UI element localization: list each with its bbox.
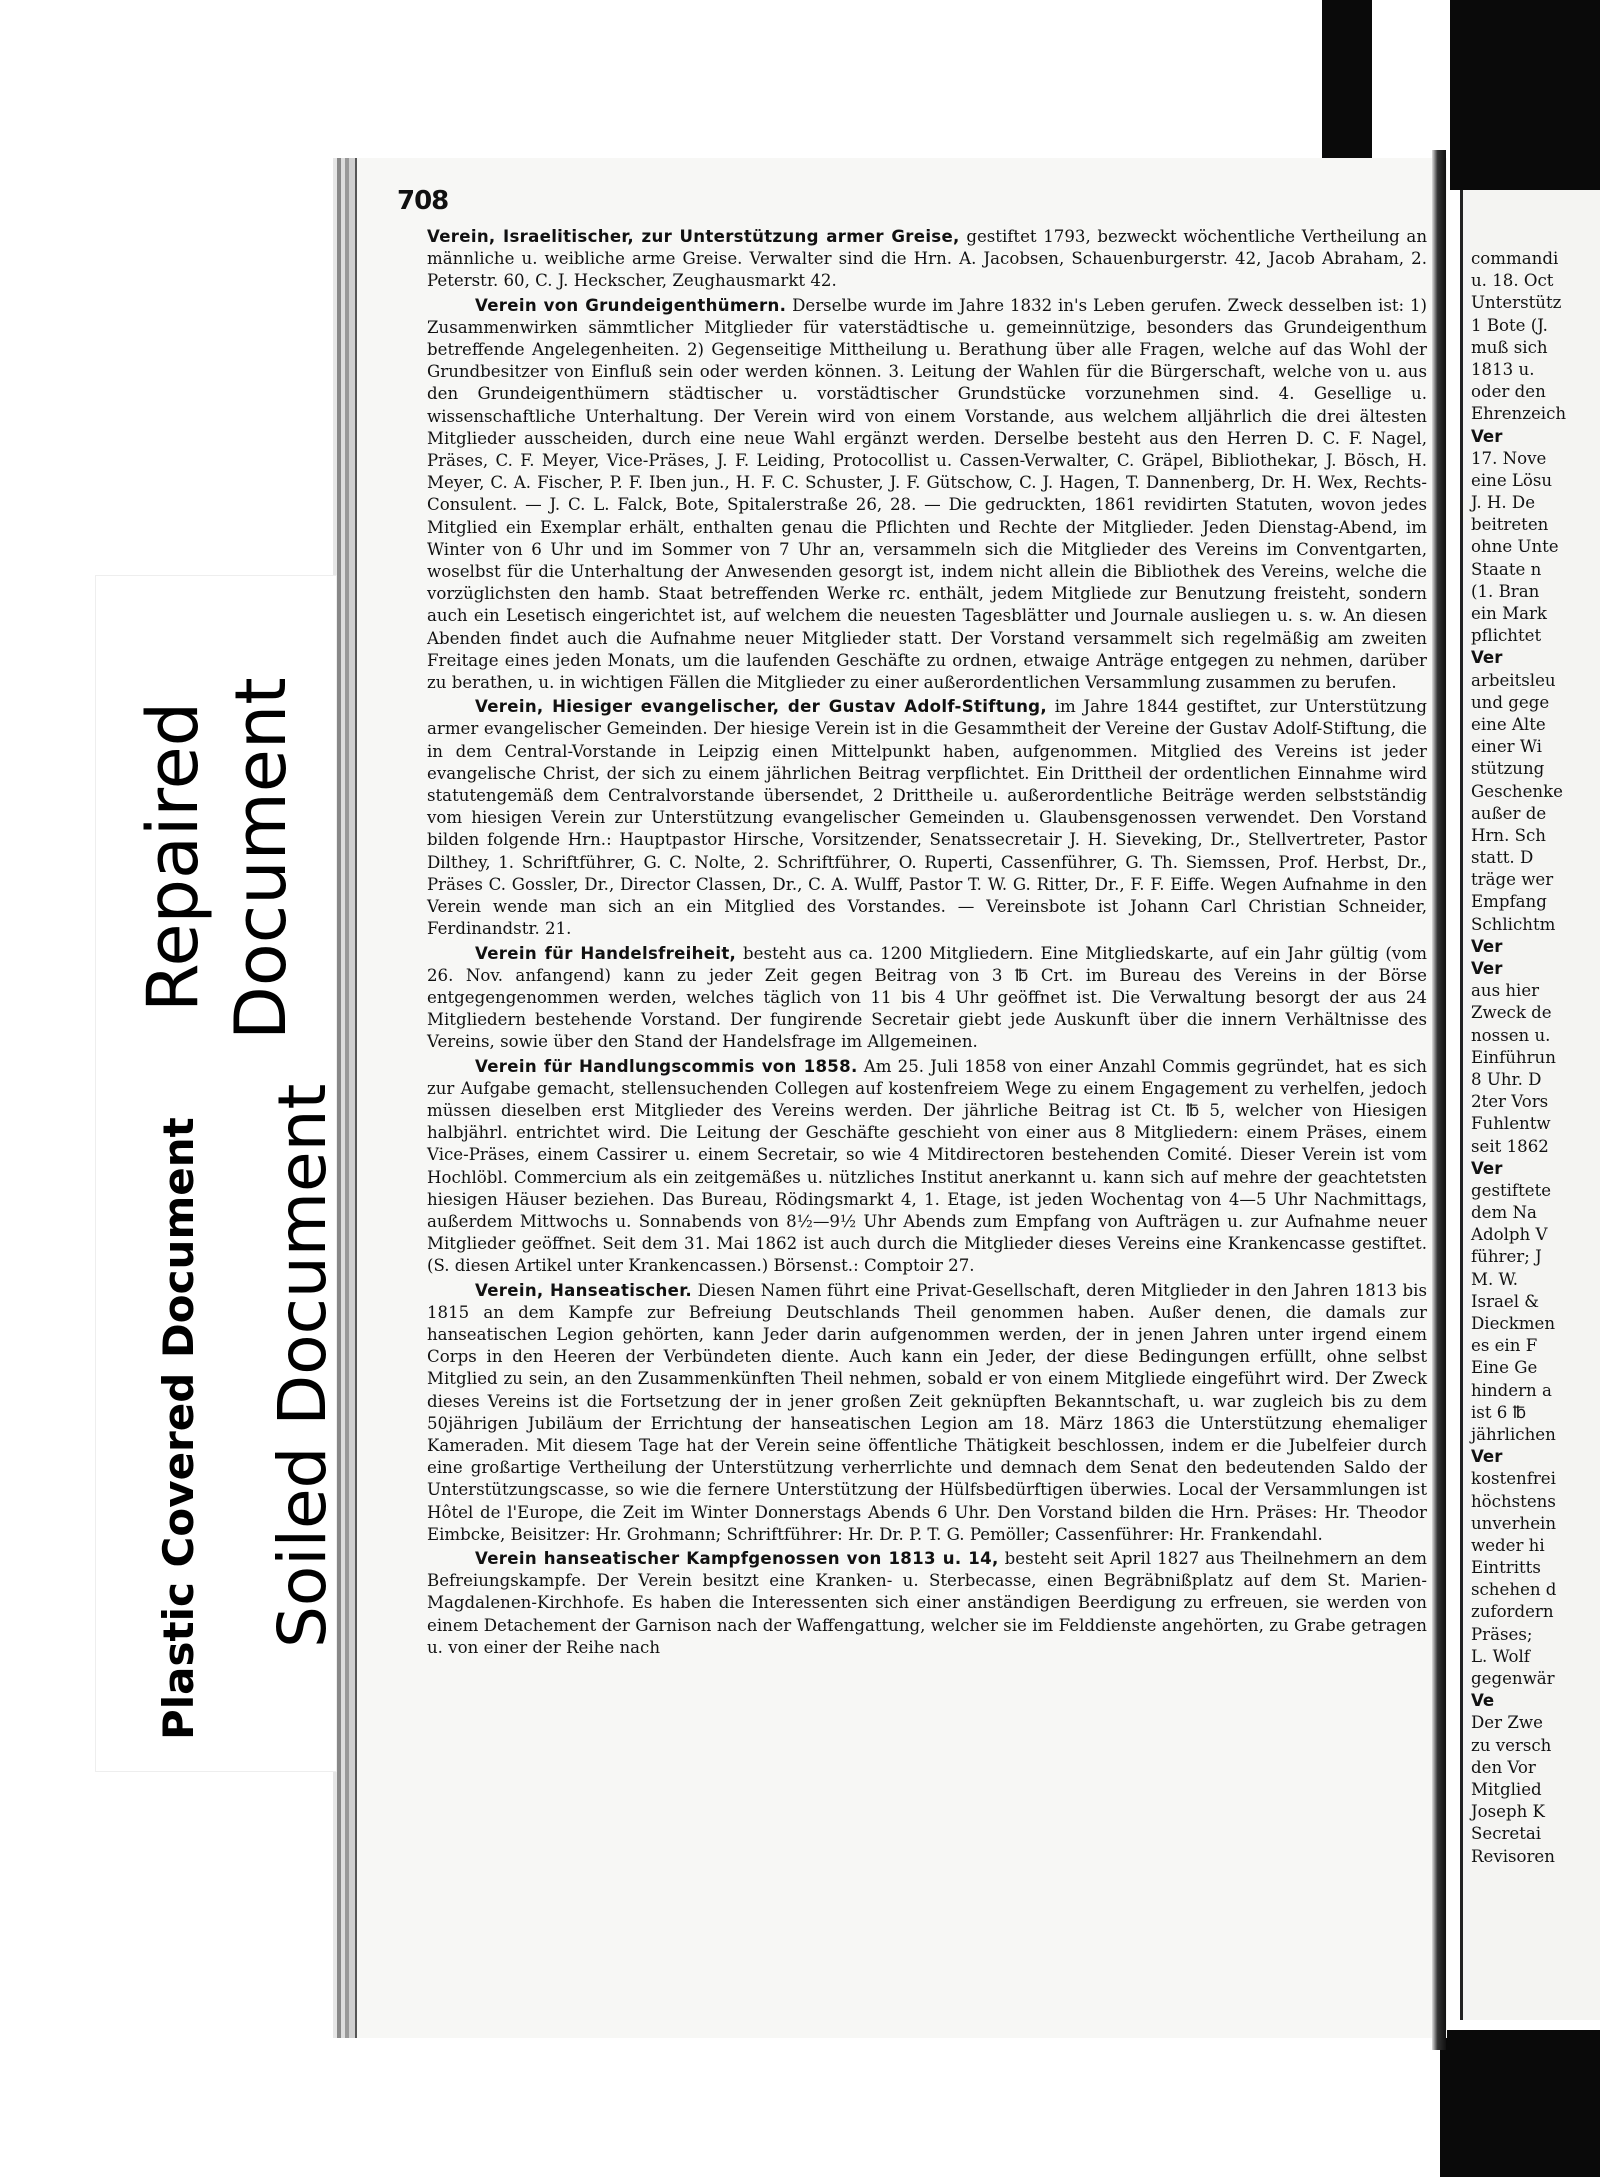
facing-page-line: Revisoren: [1471, 1846, 1555, 1866]
scanner-background-strip: [1322, 0, 1372, 158]
facing-page-line: ohne Unte: [1471, 537, 1559, 557]
facing-page-line: Ver: [1471, 648, 1503, 668]
facing-page: [1460, 190, 1600, 2020]
entry-text: Derselbe wurde im Jahre 1832 in's Leben gerufen. Zweck desselben ist: 1) Zusammenwirken sämmtlicher Mitglieder für vaterstädtische u. gemeinnützige, besonders das Grundeigenthum betreffende Angelegenheiten. 2) Gegenseitige Mittheilung u. Berathung über alle Fragen, welche auf das Wohl der Grundbesitzer von Einfluß sein oder werden können. 3. Leitung der Wahlen für die Bürgerschaft, welche von u. aus den Grundeigenthümern städtischer u. vorstädtischer Grundstücke vorzunehmen sind. 4. Gesellige u. wissenschaftliche Unterhaltung. Der Verein wird von einem Vorstande, aus welchem alljährlich die drei ältesten Mitglieder ausscheiden, durch eine neue Wahl ergänzt werden. Derselbe besteht aus den Herren D. C. F. Nagel, Präses, C. F. Meyer, Vice-Präses, J. F. Leiding, Protocollist u. Cassen-Verwalter, C. Gräpel, Bibliothekar, J. Bösch, H. Meyer, C. A. Fischer, P. F. Iben jun., H. F. C. Schuster, J. F. Gütschow, C. J. Hagen, T. Dannenberg, Dr. H. Wex, Rechts-Consulent. — J. C. L. Falck, Bote, Spitalerstraße 26, 28. — Die gedruckten, 1861 revidirten Statuten, wovon jedes Mitglied ein Exemplar erhält, enthalten genau die Pflichten und Rechte der Mitglieder. Jeden Dienstag-Abend, im Winter von 6 Uhr und im Sommer von 7 Uhr an, versammeln sich die Mitglieder des Vereins im Conventgarten, woselbst für die Unterhaltung der Anwesenden gesorgt ist, indem nicht allein die Bibliothek des Vereins, welche die vorzüglichsten den hamb. Staat betreffenden Werke rc. enthält, jedem Mitgliede zur Benutzung freisteht, sondern auch ein Lesetisch eingerichtet ist, auf welchem die neuesten Tagesblätter und Journale ausliegen u. s. w. An diesen Abenden findet auch die Aufnahme neuer Mitglieder statt. Der Vorstand versammelt sich regelmäßig am zweiten Freitage eines jeden Monats, um die laufenden Geschäfte zu ordnen, etwaige Anträge entgegen zu nehmen, darüber zu berathen, u. in wichtigen Fällen die Mitglieder zu einer außerordentlichen Versammlung zusammen zu berufen.: [427, 295, 1428, 693]
entry-paragraph: [427, 1280, 1427, 1546]
facing-page-line: höchstens: [1471, 1491, 1556, 1511]
facing-page-text: [1471, 248, 1600, 1868]
facing-page-line: Fuhlentw: [1471, 1114, 1551, 1134]
scanner-background-strip: [1450, 0, 1600, 190]
facing-page-line: M. W.: [1471, 1269, 1518, 1289]
scanner-background-strip: [1440, 2030, 1600, 2177]
entry-paragraph: [427, 1056, 1427, 1278]
entry-paragraph: [427, 696, 1427, 940]
entry-text: gestiftet 1793, bezweckt wöchentliche Vertheilung an männliche u. weibliche arme Greise. Verwalter sind die Hrn. A. Jacobsen, Schauenburgerstr. 42, Jacob Abraham, 2. Peterstr. 60, C. J. Heckscher, Zeughausmarkt 42.: [427, 227, 1428, 291]
facing-page-line: Joseph K: [1471, 1802, 1545, 1822]
facing-page-line: muß sich: [1471, 337, 1548, 357]
facing-page-line: J. H. De: [1471, 493, 1536, 513]
entry-text: besteht aus ca. 1200 Mitgliedern. Eine Mitgliedskarte, auf ein Jahr gültig (vom 26. Nov. anfangend) kann zu jeder Zeit gegen Beitrag von 3 ℔ Crt. im Bureau des Vereins in der Börse entgegengenommen werden, welches täglich von 11 bis 4 Uhr geöffnet ist. Die Verwaltung besorgt der aus 24 Mitgliedern bestehende Vorstand. Der fungirende Secretair giebt jede Auskunft über die innern Verhältnisse des Vereins, sowie über den Stand der Handelsfrage im Allgemeinen.: [427, 943, 1428, 1052]
facing-page-line: stützung: [1471, 759, 1545, 779]
facing-page-line: Empfang: [1471, 892, 1547, 912]
entry-heading: Verein hanseatischer Kampfgenossen von 1813 u. 14,: [475, 1548, 999, 1568]
facing-page-line: dem Na: [1471, 1203, 1537, 1223]
facing-page-line: gegenwär: [1471, 1669, 1555, 1688]
facing-page-line: L. Wolf: [1471, 1646, 1530, 1666]
facing-page-line: den Vor: [1471, 1757, 1536, 1777]
entry-text: besteht seit April 1827 aus Theilnehmern an dem Befreiungskampfe. Der Verein besitzt eine Kranken- u. Sterbecasse, einen Begräbnißplatz auf dem St. Marien-Magdalenen-Kirchhofe. Es haben die Interessenten sich einer anständigen Beerdigung zu erfreuen, sie werden von einem Detachement der Garnison nach der Waffengattung, welcher sie im Felddienste angehörten, zu Grabe getragen u. von einer der Reihe nach: [427, 1548, 1427, 1657]
facing-page-line: Zweck de: [1471, 1003, 1552, 1023]
facing-page-line: Ver: [1471, 1447, 1503, 1467]
facing-page-line: Adolph V: [1471, 1225, 1548, 1245]
facing-page-line: Ehrenzeich: [1471, 404, 1567, 424]
repaired-label-line1: Repaired: [132, 701, 214, 1012]
facing-page-line: Staate n: [1471, 559, 1542, 579]
facing-page-line: hindern a: [1471, 1380, 1552, 1400]
facing-page-line: Ver: [1471, 936, 1503, 956]
facing-page-line: 17. Nove: [1471, 448, 1547, 468]
facing-page-line: träge wer: [1471, 870, 1554, 890]
facing-page-line: 2ter Vors: [1471, 1092, 1549, 1112]
facing-page-line: 1813 u.: [1471, 359, 1535, 379]
facing-page-line: und gege: [1471, 692, 1550, 712]
facing-page-line: statt. D: [1471, 848, 1534, 868]
facing-page-line: Ve: [1471, 1691, 1495, 1711]
facing-page-line: ist 6 ℔: [1471, 1402, 1527, 1422]
facing-page-line: führer; J: [1471, 1247, 1542, 1267]
facing-page-line: zu versch: [1471, 1735, 1552, 1755]
facing-page-line: Schlichtm: [1471, 914, 1556, 934]
entry-paragraph: [427, 943, 1427, 1054]
facing-page-line: oder den: [1471, 382, 1546, 402]
facing-page-line: Geschenke: [1471, 781, 1563, 801]
facing-page-line: Ver: [1471, 426, 1503, 446]
facing-page-line: u. 18. Oct: [1471, 271, 1554, 291]
facing-page-line: zufordern: [1471, 1602, 1554, 1622]
facing-page-line: commandi: [1471, 249, 1559, 268]
page-number: 708: [397, 186, 449, 216]
facing-page-line: ein Mark: [1471, 604, 1547, 623]
facing-page-line: kostenfrei: [1471, 1469, 1556, 1489]
entry-paragraph: [427, 295, 1427, 695]
entry-heading: Verein für Handelsfreiheit,: [475, 943, 737, 963]
facing-page-line: 8 Uhr. D: [1471, 1069, 1542, 1089]
book-page: [355, 158, 1447, 2038]
facing-page-line: seit 1862: [1471, 1136, 1549, 1156]
facing-page-line: Secretai: [1471, 1824, 1542, 1844]
facing-page-line: jährlichen: [1471, 1424, 1556, 1444]
facing-page-line: Unterstütz: [1471, 293, 1562, 313]
facing-page-line: eine Alte: [1471, 714, 1546, 734]
facing-page-line: Einführun: [1471, 1047, 1556, 1067]
entry-text: im Jahre 1844 gestiftet, zur Unterstützung armer evangelischer Gemeinden. Der hiesige Verein ist in die Gesammtheit der Vereine der Gustav Adolf-Stiftung, die in dem Central-Vorstande in Leipzig einen Mittelpunkt haben, aufgenommen. Mitglied des Vereins ist jeder evangelische Christ, der sich zu einem jährlichen Beitrag verpflichtet. Ein Drittheil der ordentlichen Einnahme wird statutengemäß dem Centralvorstande übersendet, 2 Drittheile u. außerordentliche Beiträge werden selbstständig vom hiesigen Verein zur Unterstützung evangelischer Gemeinden u. Glaubensgenossen verwendet. Den Vorstand bilden folgende Hrn.: Hauptpastor Hirsche, Vorsitzender, Senatssecretair J. H. Sieveking, Dr., Stellvertreter, Pastor Dilthey, 1. Schriftführer, G. C. Nolte, 2. Schriftführer, O. Ruperti, Cassenführer, G. Th. Siemssen, Prof. Herbst, Dr., Präses C. Gossler, Dr., Director Classen, Dr., C. A. Wulff, Pastor T. W. G. Ritter, Dr., F. F. Eiffe. Wegen Aufnahme in den Verein wende man sich an ein Mitglied des Vorstandes. — Vereinsbote ist Johann Carl Christian Schneider, Ferdinandstr. 21.: [427, 697, 1427, 939]
facing-page-line: außer de: [1471, 803, 1547, 823]
entry-heading: Verein von Grundeigenthümern.: [475, 295, 787, 315]
entry-paragraph: [427, 226, 1427, 293]
facing-page-line: schehen d: [1471, 1580, 1557, 1600]
facing-page-line: Dieckmen: [1471, 1314, 1556, 1333]
facing-page-line: Mitglied: [1471, 1779, 1542, 1799]
facing-page-line: pflichtet: [1471, 626, 1542, 646]
facing-page-line: arbeitsleu: [1471, 670, 1556, 690]
facing-page-line: aus hier: [1471, 981, 1540, 1001]
soiled-label: Soiled Document: [264, 1083, 341, 1648]
facing-page-line: Eine Ge: [1471, 1358, 1538, 1378]
facing-page-line: unverhein: [1471, 1513, 1557, 1533]
facing-page-line: Ver: [1471, 1158, 1503, 1178]
facing-page-line: weder hi: [1471, 1535, 1545, 1555]
entry-heading: Verein, Hanseatischer.: [475, 1280, 692, 1300]
facing-page-line: einer Wi: [1471, 737, 1542, 757]
facing-page-line: (1. Bran: [1471, 581, 1540, 601]
facing-page-line: Israel &: [1471, 1291, 1540, 1311]
entry-heading: Verein für Handlungscommis von 1858.: [475, 1056, 858, 1076]
entry-text: Diesen Namen führt eine Privat-Gesellschaft, deren Mitglieder in den Jahren 1813 bis 1815 an dem Kampfe zur Befreiung Deutschlands Theil genommen haben. Außer denen, die damals zur hanseatischen Legion gehörten, kann Jeder darin aufgenommen werden, der in jenen Jahren unter irgend einem Corps in den Heeren der Verbündeten diente. Auch kann ein Jeder, der diese Bedingungen erfüllt, ohne selbst Mitglied zu sein, an den Zusammenkünften Theil nehmen, sobald er von einem Mitgliede eingeführt wird. Der Zweck dieses Vereins ist die Fortsetzung der in jener großen Zeit geknüpften Bekanntschaft, u. war zugleich bis zu dem 50jährigen Jubiläum der Errichtung der hanseatischen Legion am 18. März 1863 die Unterstützung ehemaliger Kameraden. Mit diesem Tage hat der Verein seine öffentliche Thätigkeit beschlossen, indem er die Jubelfeier durch eine großartige Vertheilung der Unterstützung verherrlichte und demnach dem Senat den bedeutenden Saldo der Unterstützungscasse, so wie die fernere Unterstützung der Hülfsbedürftigen überwies. Local der Versammlungen ist Hôtel de l'Europe, die Zeit im Winter Donnerstags Abends 6 Uhr. Den Vorstand bilden die Hrn. Präses: Hr. Theodor Eimbcke, Beisitzer: Hr. Grohmann; Schriftführer: Hr. Dr. P. T. G. Pemöller; Cassenführer: Hr. Frankendahl.: [427, 1280, 1427, 1544]
facing-page-line: es ein F: [1471, 1336, 1538, 1356]
facing-page-line: beitreten: [1471, 515, 1549, 535]
facing-page-line: Präses;: [1471, 1624, 1533, 1644]
facing-page-line: Ver: [1471, 959, 1503, 978]
facing-page-line: eine Lösu: [1471, 470, 1553, 490]
entry-heading: Verein, Israelitischer, zur Unterstützung armer Greise,: [427, 227, 960, 246]
page-text-column: [427, 226, 1427, 1661]
entry-text: Am 25. Juli 1858 von einer Anzahl Commis gegründet, hat es sich zur Aufgabe gemacht, stellensuchenden Collegen auf kostenfreiem Wege zu einem Engagement zu verhelfen, jedoch müssen dieselben erst Mitglieder des Vereins werden. Der jährliche Beitrag ist Ct. ℔ 5, welcher von Hiesigen halbjährl. entrichtet wird. Die Leitung der Geschäfte geschieht von einer aus 8 Mitgliedern: einem Präses, einem Vice-Präses, einem Cassirer u. einem Secretair, so wie 4 Mitdirectoren bestehenden Comité. Dieser Verein ist vom Hochlöbl. Commercium als ein zeitgemäßes u. nützliches Institut anerkannt u. kann sich auf mehre der geachtetsten hiesigen Häuser beziehen. Das Bureau, Rödingsmarkt 4, 1. Etage, ist jeden Wochentag von 4—5 Uhr Nachmittags, außerdem Mittwochs u. Sonnabends von 8½—9½ Uhr Abends zum Empfang von Aufträgen u. zur Aufnahme neuer Mitglieder geöffnet. Seit dem 31. Mai 1862 ist auch durch die Mitglieder dieses Vereins eine Krankencasse gestiftet. (S. diesen Artikel unter Krankencassen.) Börsenst.: Comptoir 27.: [427, 1056, 1427, 1276]
facing-page-line: Der Zwe: [1471, 1713, 1543, 1733]
facing-page-line: gestiftete: [1471, 1180, 1552, 1200]
repaired-label-line2: Document: [220, 677, 302, 1040]
page-gutter: [1432, 150, 1446, 2050]
entry-paragraph: [427, 1548, 1427, 1659]
plastic-covered-label: Plastic Covered Document: [154, 1117, 203, 1740]
facing-page-line: 1 Bote (J.: [1471, 315, 1548, 335]
entry-heading: Verein, Hiesiger evangelischer, der Gustav Adolf-Stiftung,: [475, 697, 1047, 717]
facing-page-line: nossen u.: [1471, 1025, 1551, 1045]
facing-page-line: Eintritts: [1471, 1558, 1541, 1578]
facing-page-line: Hrn. Sch: [1471, 825, 1546, 845]
